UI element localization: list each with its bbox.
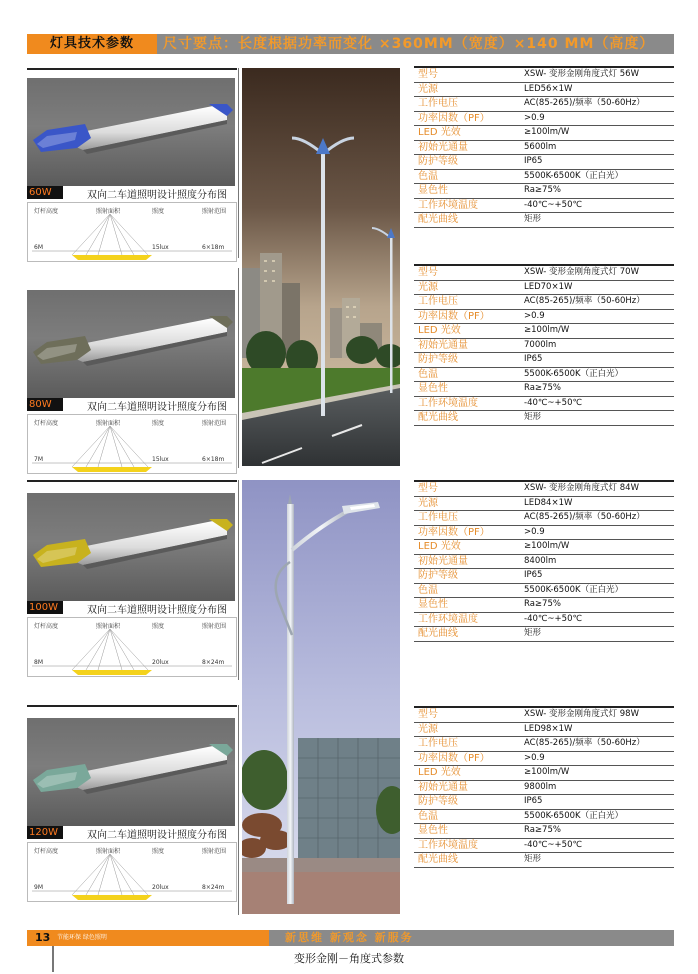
- diagram-value-range: 6×18m: [202, 456, 225, 463]
- spec-value: -40℃~+50℃: [524, 613, 583, 624]
- spec-row: [414, 339, 674, 354]
- section-divider: [27, 705, 237, 707]
- spec-row: [414, 555, 674, 570]
- lamp-product-image: [27, 718, 235, 826]
- spec-row: [414, 411, 674, 426]
- spec-table: [414, 480, 674, 642]
- spec-row: [414, 853, 674, 868]
- street-photo-plaza-image: [242, 480, 400, 914]
- diagram-value-lux: 15lux: [152, 456, 169, 463]
- spec-label: LED 光效: [418, 541, 461, 552]
- illuminated-area: [72, 467, 152, 472]
- footer-slogan: 节能环保 绿色照明: [57, 934, 107, 941]
- spec-row: [414, 141, 674, 156]
- spec-value: Ra≥75%: [524, 825, 561, 835]
- page-number: 13: [35, 931, 51, 944]
- spec-value: XSW- 变形金刚角度式灯 56W: [524, 69, 639, 79]
- spec-value: 矩形: [524, 854, 542, 864]
- spec-label: 初始光通量: [418, 555, 468, 567]
- diagram-value-lux: 15lux: [152, 244, 169, 251]
- spec-label: 工作环境温度: [418, 613, 478, 625]
- diagram-value-height: 7M: [34, 456, 43, 463]
- spec-row: [414, 708, 674, 723]
- spec-value: >0.9: [524, 310, 545, 321]
- spec-row: [414, 497, 674, 512]
- lamp-product-graphic: [27, 290, 235, 398]
- wattage-badge: 120W: [27, 826, 63, 839]
- illuminated-area: [72, 670, 152, 675]
- spec-label: 初始光通量: [418, 781, 468, 793]
- spec-row: [414, 368, 674, 383]
- spec-value: IP65: [524, 156, 543, 166]
- page-header: [27, 34, 674, 54]
- page-caption: 变形金刚－角度式参数: [294, 952, 404, 965]
- spec-row: [414, 511, 674, 526]
- spec-row: [414, 839, 674, 854]
- spec-row: [414, 766, 674, 781]
- spec-row: [414, 382, 674, 397]
- diagram-header: 照度: [152, 848, 165, 855]
- spec-value: Ra≥75%: [524, 383, 561, 393]
- spec-value: -40℃~+50℃: [524, 397, 583, 408]
- street-photo-plaza: [242, 480, 400, 914]
- spec-label: 光源: [418, 723, 438, 735]
- spec-value: ≥100lm/W: [524, 541, 570, 551]
- lamp-product-graphic: [27, 78, 235, 186]
- spec-value: >0.9: [524, 752, 545, 763]
- spec-row: [414, 482, 674, 497]
- spec-value: 5500K-6500K（正白光）: [524, 170, 624, 181]
- spec-value: 8400lm: [524, 555, 557, 566]
- spec-label: 工作电压: [418, 296, 458, 307]
- section-vline: [238, 68, 239, 258]
- spec-label: LED 光效: [418, 325, 461, 336]
- spec-row: [414, 184, 674, 199]
- spec-label: 型号: [418, 69, 438, 80]
- diagram-header: 照射面积: [96, 623, 121, 630]
- illuminated-area: [72, 895, 152, 900]
- lamp-product-image: [27, 290, 235, 398]
- footer-motto: 新思维 新观念 新服务: [285, 931, 414, 944]
- spec-label: LED 光效: [418, 127, 461, 138]
- header-title: 灯具技术参数: [27, 34, 157, 54]
- spec-table: [414, 264, 674, 426]
- wattage-badge: 100W: [27, 601, 63, 614]
- spec-value: IP65: [524, 796, 543, 806]
- spec-label: 功率因数（PF）: [418, 526, 490, 538]
- wattage-badge: 80W: [27, 398, 63, 411]
- spec-row: [414, 97, 674, 112]
- spec-label: 工作环境温度: [418, 839, 478, 851]
- diagram-header: 照度: [152, 623, 165, 630]
- spec-label: 工作电压: [418, 98, 458, 109]
- street-photo-city: [242, 68, 400, 466]
- spec-row: [414, 281, 674, 296]
- spec-label: 型号: [418, 267, 438, 278]
- section-vline: [238, 268, 239, 468]
- diagram-header: 照射面积: [96, 420, 121, 427]
- spec-value: >0.9: [524, 526, 545, 537]
- illumination-diagram: [27, 202, 237, 262]
- spec-label: 色温: [418, 584, 438, 596]
- diagram-value-lux: 20lux: [152, 884, 169, 891]
- diagram-header: 照度: [152, 208, 165, 215]
- spec-row: [414, 752, 674, 767]
- spec-label: 防护等级: [418, 354, 458, 365]
- illumination-diagram: [27, 414, 237, 474]
- spec-label: 光源: [418, 281, 438, 293]
- spec-value: XSW- 变形金刚角度式灯 98W: [524, 709, 639, 719]
- spec-value: 9800lm: [524, 781, 557, 792]
- diagram-header: 照射范围: [202, 848, 227, 855]
- diagram-header: 灯杆高度: [34, 208, 59, 215]
- header-subtitle: 尺寸要点：长度根据功率而变化 ×360MM（宽度）×140 MM（高度）: [163, 36, 655, 52]
- spec-value: -40℃~+50℃: [524, 839, 583, 850]
- spec-label: 光源: [418, 497, 438, 509]
- section-vline: [238, 705, 239, 915]
- spec-value: IP65: [524, 570, 543, 580]
- spec-row: [414, 781, 674, 796]
- spec-row: [414, 295, 674, 310]
- lamp-product-image: [27, 78, 235, 186]
- spec-row: [414, 824, 674, 839]
- page-footer: [27, 930, 674, 946]
- diagram-header: 灯杆高度: [34, 420, 59, 427]
- distribution-title: 双向二车道照明设计照度分布图: [87, 402, 227, 413]
- spec-label: 工作环境温度: [418, 397, 478, 409]
- diagram-value-height: 8M: [34, 659, 43, 666]
- spec-value: IP65: [524, 354, 543, 364]
- distribution-title: 双向二车道照明设计照度分布图: [87, 605, 227, 616]
- spec-value: 矩形: [524, 412, 542, 422]
- spec-label: 初始光通量: [418, 339, 468, 351]
- illuminated-area: [72, 255, 152, 260]
- spec-label: 配光曲线: [418, 628, 458, 639]
- spec-row: [414, 155, 674, 170]
- spec-label: 色温: [418, 810, 438, 822]
- spec-value: LED70×1W: [524, 281, 573, 292]
- lamp-product-graphic: [27, 493, 235, 601]
- spec-label: 功率因数（PF）: [418, 752, 490, 764]
- spec-table: [414, 66, 674, 228]
- spec-value: Ra≥75%: [524, 185, 561, 195]
- spec-label: 防护等级: [418, 796, 458, 807]
- spec-label: 工作电压: [418, 512, 458, 523]
- spec-table: [414, 706, 674, 868]
- section-vline: [238, 480, 239, 680]
- spec-row: [414, 266, 674, 281]
- spec-value: XSW- 变形金刚角度式灯 70W: [524, 267, 639, 277]
- spec-row: [414, 324, 674, 339]
- illumination-diagram: [27, 617, 237, 677]
- spec-value: AC(85-265)/频率（50-60Hz）: [524, 98, 645, 108]
- spec-label: 防护等级: [418, 156, 458, 167]
- diagram-header: 照射范围: [202, 208, 227, 215]
- spec-row: [414, 112, 674, 127]
- spec-row: [414, 353, 674, 368]
- section-divider: [27, 480, 237, 482]
- spec-value: ≥100lm/W: [524, 325, 570, 335]
- light-cone-graphic: [28, 618, 236, 676]
- diagram-header: 照射面积: [96, 848, 121, 855]
- wattage-badge: 60W: [27, 186, 63, 199]
- spec-label: 配光曲线: [418, 412, 458, 423]
- spec-row: [414, 737, 674, 752]
- illumination-diagram: [27, 842, 237, 902]
- spec-value: AC(85-265)/频率（50-60Hz）: [524, 738, 645, 748]
- spec-row: [414, 584, 674, 599]
- spec-label: LED 光效: [418, 767, 461, 778]
- spec-value: 5500K-6500K（正白光）: [524, 584, 624, 595]
- spec-label: 型号: [418, 709, 438, 720]
- spec-row: [414, 126, 674, 141]
- spec-row: [414, 540, 674, 555]
- spec-value: 5600lm: [524, 141, 557, 152]
- spec-row: [414, 310, 674, 325]
- diagram-header: 灯杆高度: [34, 623, 59, 630]
- spec-value: 5500K-6500K（正白光）: [524, 810, 624, 821]
- light-cone-graphic: [28, 843, 236, 901]
- spec-label: 色温: [418, 368, 438, 380]
- spec-value: -40℃~+50℃: [524, 199, 583, 210]
- spec-row: [414, 627, 674, 642]
- spec-value: AC(85-265)/频率（50-60Hz）: [524, 296, 645, 306]
- spec-value: 5500K-6500K（正白光）: [524, 368, 624, 379]
- spec-label: 型号: [418, 483, 438, 494]
- spec-row: [414, 397, 674, 412]
- spec-label: 光源: [418, 83, 438, 95]
- spec-label: 显色性: [418, 383, 448, 394]
- spec-label: 防护等级: [418, 570, 458, 581]
- distribution-title: 双向二车道照明设计照度分布图: [87, 190, 227, 201]
- spec-label: 配光曲线: [418, 214, 458, 225]
- spec-value: 矩形: [524, 628, 542, 638]
- diagram-value-height: 9M: [34, 884, 43, 891]
- diagram-value-range: 8×24m: [202, 659, 225, 666]
- spec-value: ≥100lm/W: [524, 767, 570, 777]
- spec-value: LED84×1W: [524, 497, 573, 508]
- spec-row: [414, 810, 674, 825]
- diagram-header: 照度: [152, 420, 165, 427]
- spec-row: [414, 170, 674, 185]
- spec-row: [414, 68, 674, 83]
- diagram-value-range: 8×24m: [202, 884, 225, 891]
- diagram-header: 照射面积: [96, 208, 121, 215]
- section-divider: [27, 68, 237, 70]
- spec-label: 显色性: [418, 185, 448, 196]
- diagram-header: 照射范围: [202, 420, 227, 427]
- spec-label: 配光曲线: [418, 854, 458, 865]
- light-cone-graphic: [28, 203, 236, 261]
- diagram-header: 照射范围: [202, 623, 227, 630]
- distribution-title: 双向二车道照明设计照度分布图: [87, 830, 227, 841]
- spec-label: 显色性: [418, 599, 448, 610]
- spec-row: [414, 598, 674, 613]
- spec-value: 7000lm: [524, 339, 557, 350]
- spec-value: ≥100lm/W: [524, 127, 570, 137]
- spec-row: [414, 213, 674, 228]
- diagram-header: 灯杆高度: [34, 848, 59, 855]
- spec-value: AC(85-265)/频率（50-60Hz）: [524, 512, 645, 522]
- diagram-value-lux: 20lux: [152, 659, 169, 666]
- spec-label: 初始光通量: [418, 141, 468, 153]
- spec-row: [414, 613, 674, 628]
- spec-label: 工作环境温度: [418, 199, 478, 211]
- spec-row: [414, 795, 674, 810]
- spec-row: [414, 526, 674, 541]
- spec-value: >0.9: [524, 112, 545, 123]
- spec-label: 色温: [418, 170, 438, 182]
- spec-row: [414, 723, 674, 738]
- spec-label: 功率因数（PF）: [418, 310, 490, 322]
- light-cone-graphic: [28, 415, 236, 473]
- footer-orange-block: [27, 930, 269, 946]
- spec-row: [414, 83, 674, 98]
- lamp-product-image: [27, 493, 235, 601]
- spec-label: 功率因数（PF）: [418, 112, 490, 124]
- spec-row: [414, 569, 674, 584]
- spec-value: 矩形: [524, 214, 542, 224]
- spec-value: Ra≥75%: [524, 599, 561, 609]
- diagram-value-range: 6×18m: [202, 244, 225, 251]
- spec-value: LED56×1W: [524, 83, 573, 94]
- spec-label: 显色性: [418, 825, 448, 836]
- lamp-product-graphic: [27, 718, 235, 826]
- spec-value: LED98×1W: [524, 723, 573, 734]
- spec-row: [414, 199, 674, 214]
- spec-label: 工作电压: [418, 738, 458, 749]
- street-photo-city-image: [242, 68, 400, 466]
- diagram-value-height: 6M: [34, 244, 43, 251]
- spec-value: XSW- 变形金刚角度式灯 84W: [524, 483, 639, 493]
